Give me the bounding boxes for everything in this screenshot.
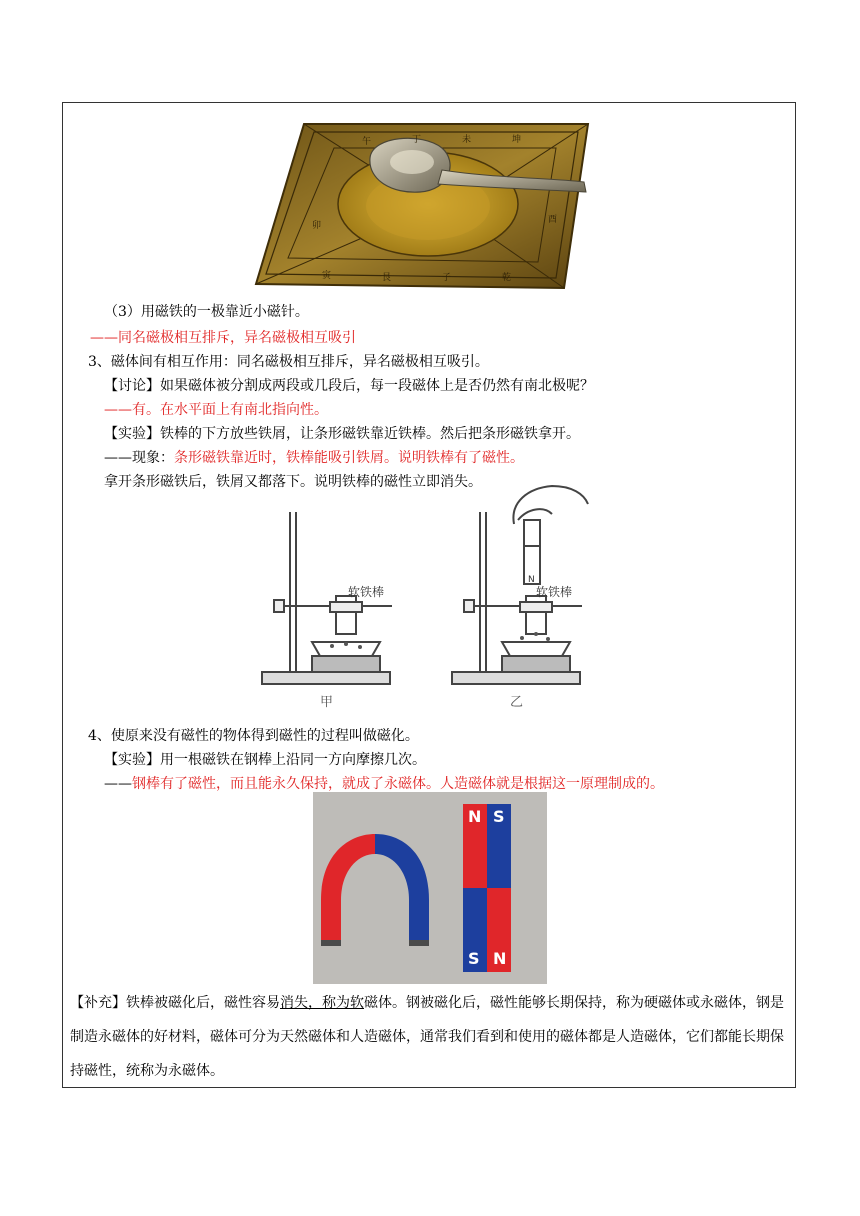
bar-magnet-pole-label: N [528,575,535,585]
right-rod-label: 软铁棒 [536,585,573,599]
left-rod-label: 软铁棒 [348,585,385,599]
supplement-part2: 磁体。钢被磁化后，磁性能够长期保持，称为硬磁体或永磁体，钢是制造永磁体的好材料，磁体可分为天然磁体和人造磁体，通常我们看到和使用的磁体都是人造磁体，它们都能长期保持磁性，统称为永磁体。 [70,995,784,1079]
experiment-line: 【实验】铁棒的下方放些铁屑，让条形磁铁靠近铁棒。然后把条形磁铁拿开。 [104,426,580,442]
left-figure-caption: 甲 [320,695,334,710]
magnets-photo [313,792,547,984]
magnetization-result-line [104,774,664,794]
phenomenon-prefix: ——现象： [104,450,174,466]
supplement-underlined: 消失，称为软 [280,995,364,1011]
result-text: 钢棒有了磁性，而且能永久保持，就成了永磁体。人造磁体就是根据这一原理制成的。 [132,776,664,792]
bar-magnet-label-n-bottom: N [493,949,507,968]
svg-text:子: 子 [442,273,452,283]
svg-text:寅: 寅 [322,271,332,281]
supplement-part1: 【补充】铁棒被磁化后，磁性容易 [70,995,280,1011]
text-line-magnet-interaction: 3、磁体间有相互作用：同名磁极相互排斥，异名磁极相互吸引。 [88,354,489,370]
text-line-3-compass-step: （3）用磁铁的一极靠近小磁针。 [104,304,309,320]
result-prefix: —— [104,776,132,792]
magnetization-definition-line: 4、使原来没有磁性的物体得到磁性的过程叫做磁化。 [88,728,419,744]
sinan-compass-image [252,118,592,290]
svg-text:卯: 卯 [312,221,322,231]
discussion-line: 【讨论】如果磁体被分割成两段或几段后，每一段磁体上是否仍然有南北极呢？ [104,378,594,394]
bar-magnet-label-s-top: S [493,807,505,826]
svg-text:午: 午 [362,137,372,147]
discussion-answer-line: ——有。在水平面上有南北指向性。 [104,402,328,418]
bar-magnet-label-s-bottom: S [468,949,480,968]
svg-text:艮: 艮 [382,273,392,283]
phenomenon-text: 条形磁铁靠近时，铁棒能吸引铁屑。说明铁棒有了磁性。 [174,450,524,466]
svg-text:丁: 丁 [412,135,422,145]
right-figure-caption: 乙 [510,695,524,710]
magnetization-experiment-line: 【实验】用一根磁铁在钢棒上沿同一方向摩擦几次。 [104,752,426,768]
svg-text:未: 未 [462,135,472,145]
svg-text:酉: 酉 [548,215,558,225]
phenomenon-line [104,448,524,468]
observation-line: 拿开条形磁铁后，铁屑又都落下。说明铁棒的磁性立即消失。 [104,474,482,490]
soft-iron-experiment-figure [252,484,592,714]
answer-line-poles: ——同名磁极相互排斥，异名磁极相互吸引 [90,330,356,346]
svg-text:坤: 坤 [512,135,522,145]
bar-magnet-label-n-top: N [468,807,482,826]
supplement-paragraph [70,986,788,1088]
svg-text:乾: 乾 [502,273,512,283]
